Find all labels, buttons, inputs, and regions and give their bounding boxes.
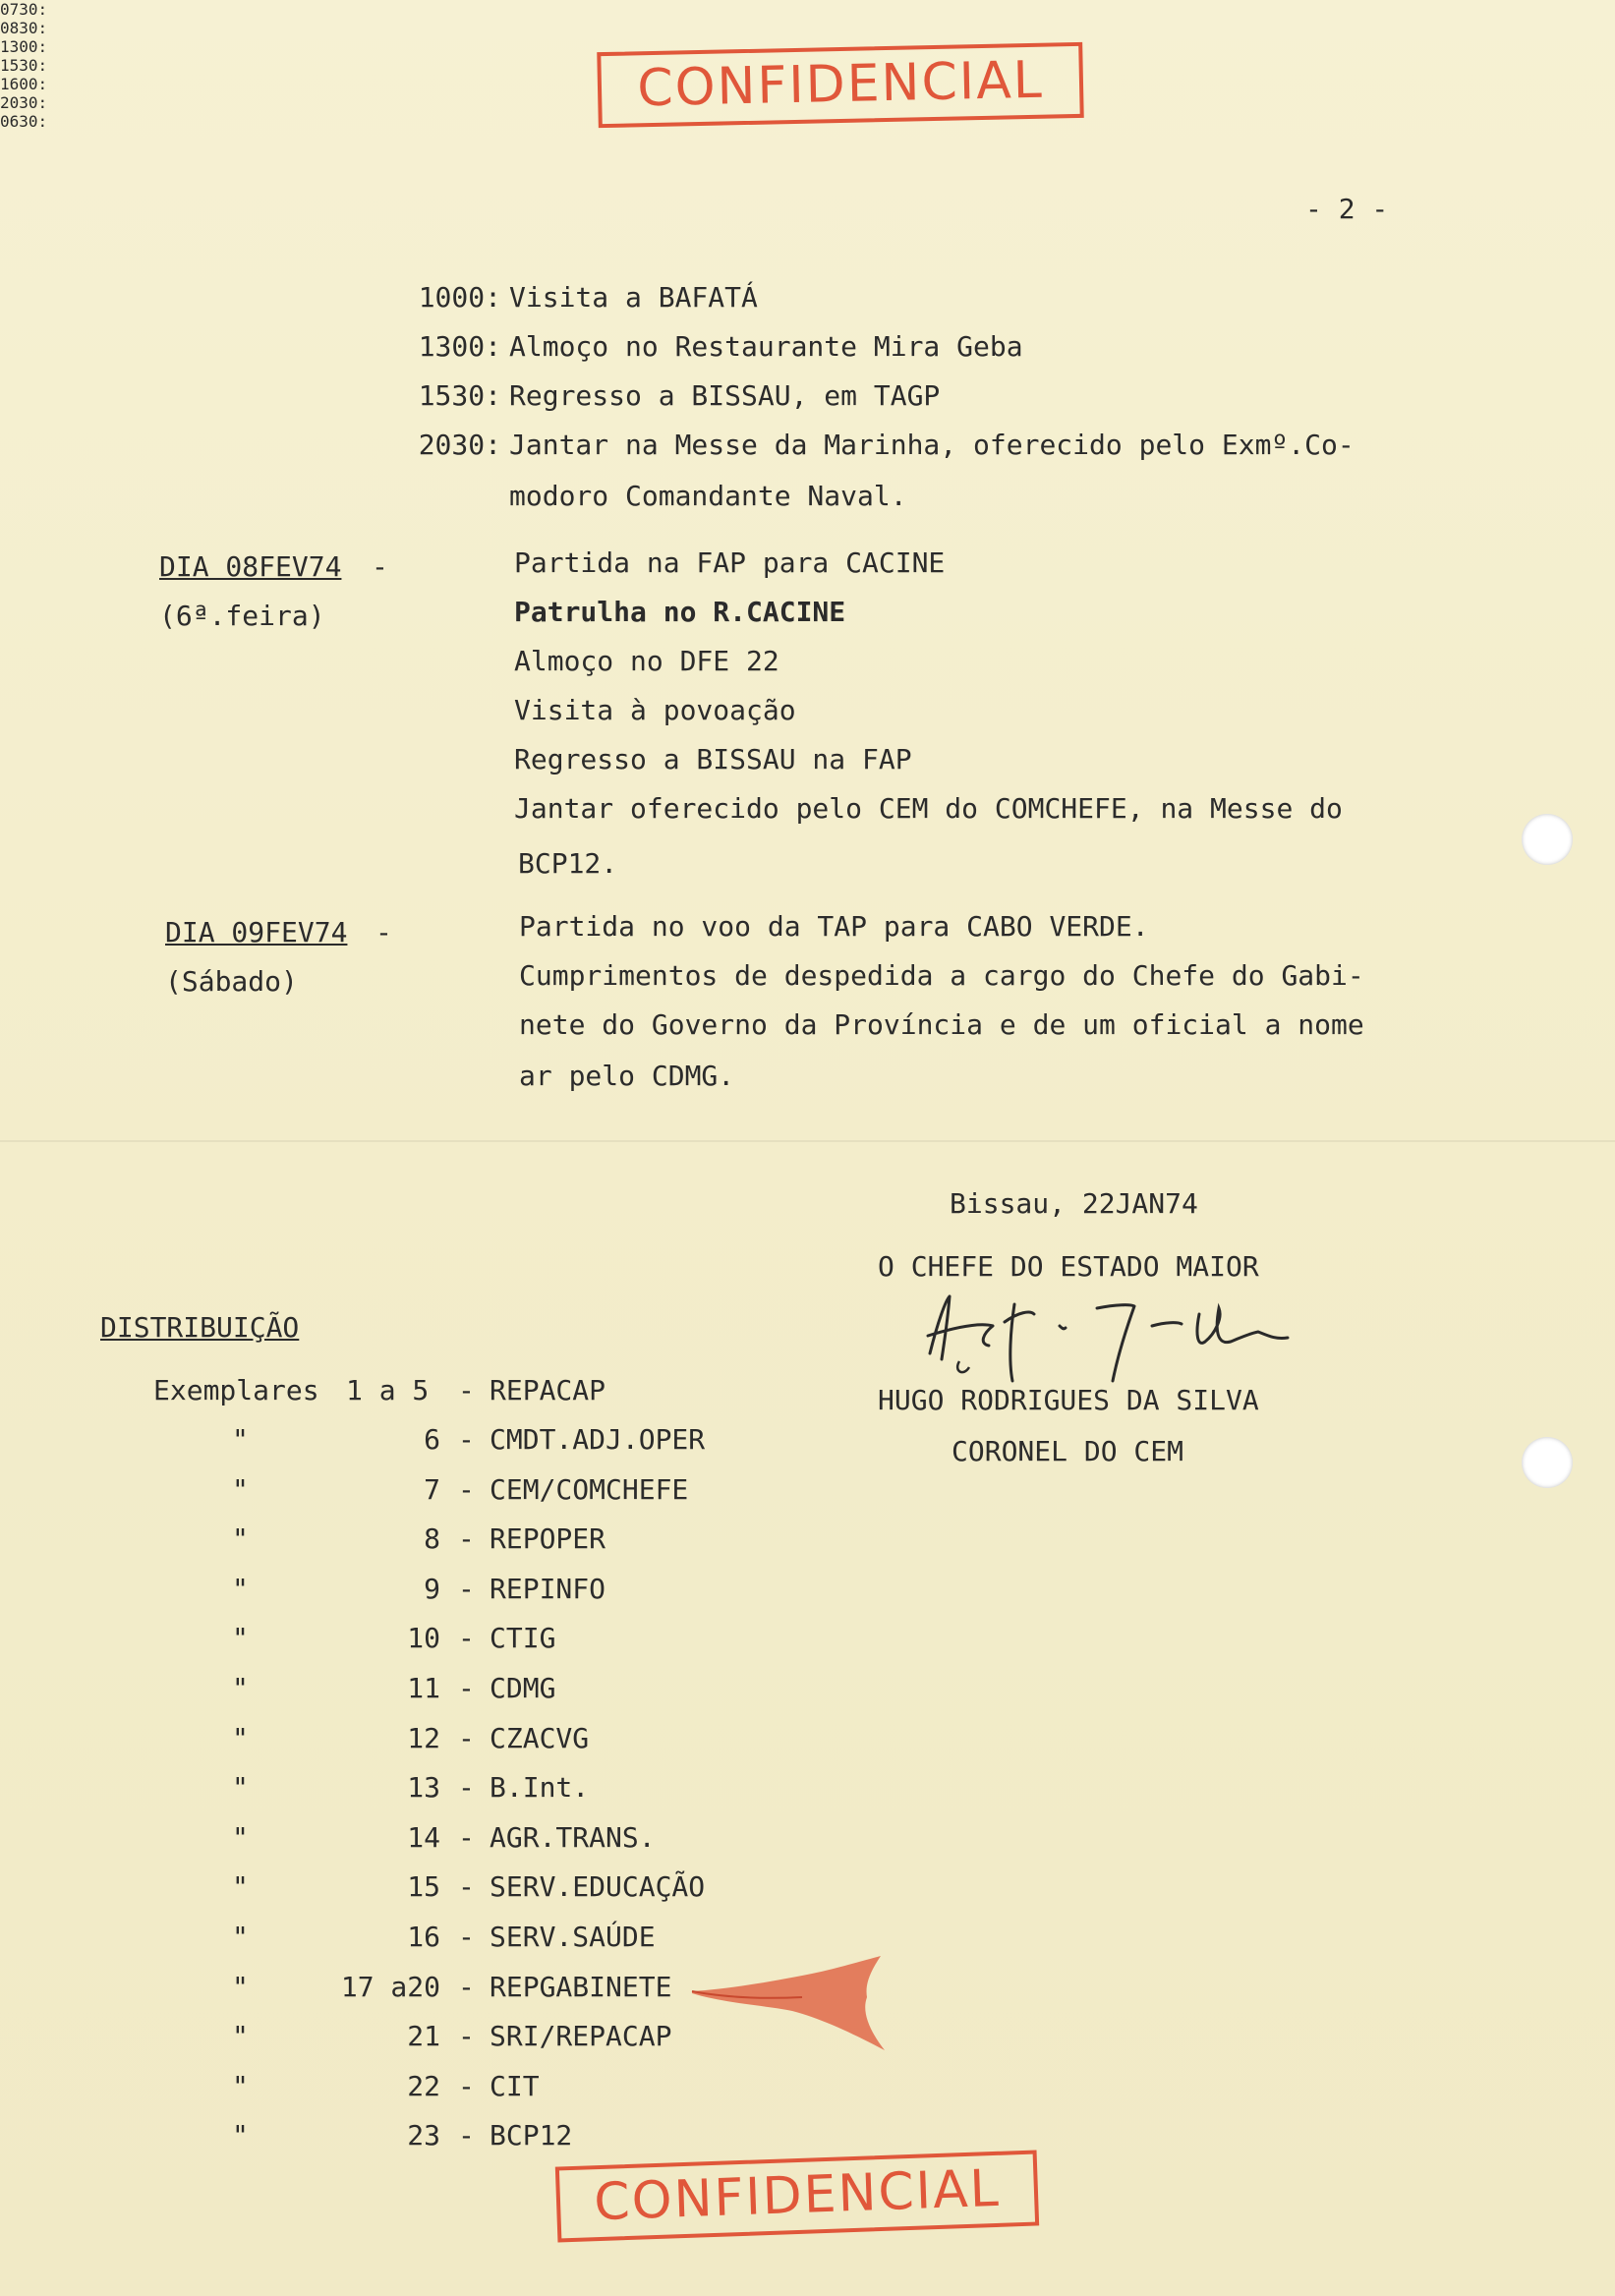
list-num: 6 — [424, 1423, 440, 1456]
day-date: DIA 08FEV74 — [159, 550, 342, 583]
list-dest: CMDT.ADJ.OPER — [490, 1423, 706, 1456]
list-num: 16 — [407, 1921, 440, 1953]
list-num: 13 — [407, 1771, 440, 1805]
list-mark: " — [232, 1820, 249, 1854]
punch-hole — [1522, 814, 1573, 865]
time: 1300: — [418, 330, 501, 363]
time: 0730: — [0, 0, 48, 19]
event-text-continued: modoro Comandante Naval. — [509, 480, 907, 512]
list-dash: - — [458, 2020, 475, 2053]
list-mark: " — [232, 1672, 249, 1704]
list-num: 14 — [407, 1820, 440, 1854]
event-text-continued: Cumprimentos de despedida a cargo do Chefe do Gabi- — [519, 959, 1364, 992]
list-dash: - — [458, 1423, 475, 1456]
list-dest: B.Int. — [490, 1771, 590, 1805]
list-dest: AGR.TRANS. — [490, 1820, 656, 1854]
event-text: Jantar oferecido pelo CEM do COMCHEFE, na Messe do — [514, 792, 1343, 825]
list-dest: REPINFO — [490, 1572, 606, 1605]
list-num: 21 — [407, 2020, 440, 2053]
time: 2030: — [418, 429, 501, 461]
list-mark: " — [232, 1472, 249, 1506]
list-dest: SERV.EDUCAÇÃO — [490, 1870, 706, 1904]
list-dash: - — [458, 2119, 475, 2152]
list-dash: - — [458, 1820, 475, 1854]
list-num: 8 — [424, 1522, 440, 1556]
list-dest: CZACVG — [490, 1721, 590, 1754]
signatory-rank: CORONEL DO CEM — [952, 1435, 1184, 1467]
list-num: 7 — [424, 1472, 440, 1506]
time: 0630: — [0, 112, 48, 131]
time: 1530: — [0, 56, 48, 75]
list-dest: REPOPER — [490, 1522, 606, 1556]
list-num: 1 a 5 — [346, 1374, 430, 1406]
list-mark: " — [232, 1870, 249, 1904]
list-dest: CEM/COMCHEFE — [490, 1472, 689, 1506]
list-mark: " — [232, 2069, 249, 2102]
list-mark: " — [232, 1423, 249, 1456]
event-text: Almoço no Restaurante Mira Geba — [509, 330, 1023, 363]
time: 1600: — [0, 75, 48, 93]
event-text-continued: ar pelo CDMG. — [519, 1060, 735, 1092]
event-text: Almoço no DFE 22 — [514, 645, 779, 677]
place-date: Bissau, 22JAN74 — [950, 1187, 1198, 1220]
day-dash: - — [372, 550, 388, 583]
list-dash: - — [458, 1970, 475, 2003]
time: 2030: — [0, 93, 48, 112]
list-mark: " — [232, 1970, 249, 2003]
event-text-continued: BCP12. — [518, 847, 618, 880]
paper-fold — [0, 1140, 1615, 1142]
list-mark: " — [232, 2119, 249, 2152]
event-text: Partida na FAP para CACINE — [514, 546, 946, 579]
day-date: DIA 09FEV74 — [165, 916, 348, 948]
list-mark: " — [232, 1622, 249, 1655]
list-num: 15 — [407, 1870, 440, 1904]
event-text: Partida no voo da TAP para CABO VERDE. — [519, 910, 1149, 943]
list-dash: - — [458, 1921, 475, 1953]
list-dest: SRI/REPACAP — [490, 2020, 672, 2053]
list-dash: - — [458, 1522, 475, 1556]
list-mark: " — [232, 1921, 249, 1953]
list-dest: CDMG — [490, 1672, 556, 1704]
punch-hole — [1522, 1437, 1573, 1488]
list-mark: " — [232, 1522, 249, 1556]
signatory-name: HUGO RODRIGUES DA SILVA — [878, 1384, 1259, 1416]
list-dest: BCP12 — [490, 2119, 573, 2152]
list-num: 12 — [407, 1721, 440, 1754]
list-dest: REPACAP — [490, 1374, 606, 1406]
list-dash: - — [458, 1374, 475, 1406]
event-text: Jantar na Messe da Marinha, oferecido pelo Exmº.Co- — [509, 429, 1355, 461]
list-dash: - — [458, 1721, 475, 1754]
event-text-continued: nete do Governo da Província e de um oficial a nome — [519, 1008, 1364, 1041]
day-dash: - — [375, 916, 392, 948]
event-text: Regresso a BISSAU, em TAGP — [509, 379, 941, 412]
list-dash: - — [458, 2069, 475, 2102]
event-text: Regresso a BISSAU na FAP — [514, 743, 912, 775]
handwritten-signature — [924, 1283, 1298, 1391]
list-num: 9 — [424, 1572, 440, 1605]
event-text: Visita a BAFATÁ — [509, 281, 758, 314]
list-dash: - — [458, 1572, 475, 1605]
list-mark: " — [232, 1572, 249, 1605]
list-num: 10 — [407, 1622, 440, 1655]
time: 1300: — [0, 37, 48, 56]
event-text: Visita à povoação — [514, 694, 796, 726]
page-number: - 2 - — [1305, 193, 1389, 225]
list-dash: - — [458, 1672, 475, 1704]
list-mark: " — [232, 1721, 249, 1754]
list-dash: - — [458, 1771, 475, 1805]
list-dash: - — [458, 1472, 475, 1506]
list-dest: CIT — [490, 2069, 540, 2102]
time: 1530: — [418, 379, 501, 412]
list-dest: SERV.SAÚDE — [490, 1921, 656, 1953]
list-mark: Exemplares — [153, 1374, 319, 1406]
distribution-heading: DISTRIBUIÇÃO — [100, 1311, 300, 1344]
red-arrow-icon — [684, 1954, 891, 2052]
list-num: 11 — [407, 1672, 440, 1704]
list-num: 23 — [407, 2119, 440, 2152]
signatory-title: O CHEFE DO ESTADO MAIOR — [878, 1250, 1259, 1283]
time: 1000: — [418, 281, 501, 314]
list-dash: - — [458, 1622, 475, 1655]
list-dest: REPGABINETE — [490, 1970, 672, 2003]
list-num: 22 — [407, 2069, 440, 2102]
list-mark: " — [232, 2020, 249, 2053]
list-dest: CTIG — [490, 1622, 556, 1655]
list-dash: - — [458, 1870, 475, 1904]
day-weekday: (Sábado) — [165, 965, 298, 998]
list-num: 17 a20 — [340, 1970, 440, 2003]
confidential-stamp-top: CONFIDENCIAL — [597, 42, 1084, 129]
time: 0830: — [0, 19, 48, 37]
list-mark: " — [232, 1771, 249, 1805]
event-text: Patrulha no R.CACINE — [514, 596, 846, 628]
day-weekday: (6ª.feira) — [159, 600, 325, 632]
confidential-stamp-bottom: CONFIDENCIAL — [555, 2150, 1039, 2242]
